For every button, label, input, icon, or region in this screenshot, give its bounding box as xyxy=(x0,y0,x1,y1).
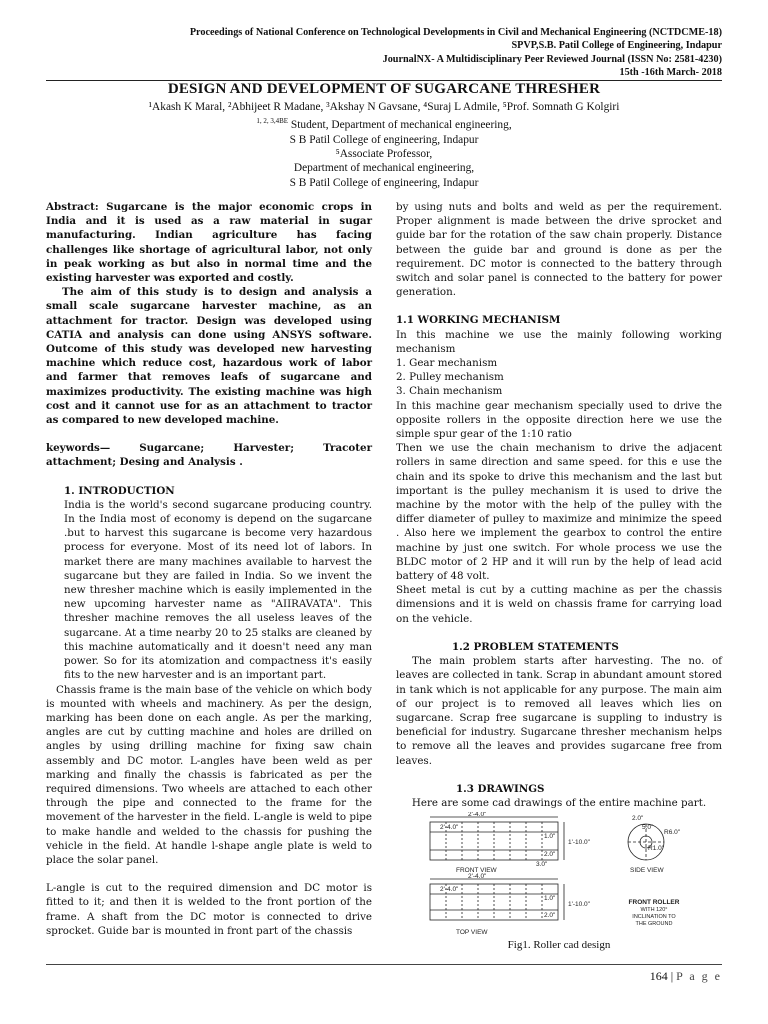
working-mechanism-heading: 1.1 WORKING MECHANISM xyxy=(396,314,561,327)
front-roller-label-3: INCLINATION TO xyxy=(632,914,676,921)
affiliation-line-4: Department of mechanical engineering, xyxy=(293,162,475,175)
figure-caption: Fig1. Roller cad design xyxy=(507,939,611,952)
side-dim-a: 2.0" xyxy=(632,815,644,823)
conference-header xyxy=(22,26,722,79)
header-line-1: Proceedings of National Conference on Technological Developments in Civil and Mechanical Engineering (NCTDCME-18) xyxy=(189,27,722,38)
paper-title: DESIGN AND DEVELOPMENT OF SUGARCANE THRESHER xyxy=(167,81,601,97)
side-dim-c: R6.0" xyxy=(664,829,681,837)
left-column xyxy=(46,200,372,938)
dim-inner-label: 2'-4.0" xyxy=(440,824,459,832)
footer-rule xyxy=(46,964,722,965)
keyword-2: Harvester; xyxy=(233,442,295,455)
cad-drawing xyxy=(396,812,722,938)
right-column xyxy=(396,200,722,952)
drawings-heading: 1.3 DRAWINGS xyxy=(456,782,545,795)
page-number: 164 xyxy=(649,969,668,983)
keyword-3: Tracoter xyxy=(323,442,372,455)
affiliation-line-3: ⁵Associate Professor, xyxy=(335,148,433,161)
top-dim-1-label: 1.0" xyxy=(544,895,556,903)
problem-statements-heading: 1.2 PROBLEM STATEMENTS xyxy=(452,640,619,653)
affiliation-text-1: Student, Department of mechanical engineering, xyxy=(290,119,512,132)
dim-top-label: 2'-4.0" xyxy=(468,812,487,819)
top-dim-3-label: 2.0" xyxy=(544,912,556,920)
front-roller-label-2: WITH 120° xyxy=(640,907,668,914)
dim-3-label: 2.0" xyxy=(544,851,556,859)
dim-1-label: 1.0" xyxy=(544,833,556,841)
abstract-paragraph: Abstract: Sugarcane is the major economic crops in India and it is used as a raw material in sugar manufacturing. Indian agriculture has facing challenges like shortage of agricultural labor, not only in peak working as but also in normal time and the existing harvester was exported and costly. xyxy=(46,201,372,285)
keyword-1: Sugarcane; xyxy=(139,442,205,455)
header-line-2: SPVP,S.B. Patil College of Engineering, Indapur xyxy=(511,40,722,52)
gear-paragraph: In this machine gear mechanism specially used to drive the opposite rollers in the opposite direction here we use the simple spur gear of the 1:10 ratio xyxy=(396,399,722,441)
working-mechanism-intro: In this machine we use the mainly following working mechanism xyxy=(396,328,722,355)
mechanism-item-pulley: 2. Pulley mechanism xyxy=(396,371,504,384)
author-names: ¹Akash K Maral, ²Abhijeet R Madane, ³Akshay N Gavsane, ⁴Suraj L Admile, ⁵Prof. Somnath G Kolgiri xyxy=(148,101,620,113)
chain-paragraph: Then we use the chain mechanism to drive the adjacent rollers in same direction and same speed. for this e use the chain and its spoke to drive this mechanism and the last but important is the pulley mechanism it is used to drive the machine by the motor with the help of the pulley with the differ diameter of pulley to maximize and minimize the speed . Also here we implement the gearbox to control the entire machine by just one switch. For whole process we use the BLDC motor of 2 HP and it will run by the help of lead acid battery of 48 volt. xyxy=(396,442,722,583)
dim-4-label: 3.0" xyxy=(536,861,548,869)
affiliation-line-1 xyxy=(0,114,768,132)
dim-2-label: 1'-10.0" xyxy=(568,839,590,847)
mechanism-item-chain: 3. Chain mechanism xyxy=(396,385,503,398)
affiliation-superscript: 1, 2, 3,4BE xyxy=(256,117,289,126)
affiliation-line-2: S B Patil College of engineering, Indapur xyxy=(289,133,479,146)
sheet-metal-paragraph: Sheet metal is cut by a cutting machine as per the chassis dimensions and it is weld on chassis frame for carrying load on the vehicle. xyxy=(396,584,722,625)
top-inner-dim-label: 2'-4.0" xyxy=(440,886,459,894)
header-line-4: 15th -16th March- 2018 xyxy=(619,66,722,78)
introduction-heading: 1. INTRODUCTION xyxy=(64,484,175,497)
continued-paragraph: by using nuts and bolts and weld as per the requirement. Proper alignment is made between the drive sprocket and guide bar for the rotation of the saw chain properly. Distance between the guide bar and ground is done as per the requirement. DC motor is connected to the battery through switch and solar panel is connected to the battery for power generation. xyxy=(396,201,722,299)
page-label: P a g e xyxy=(676,969,722,983)
mechanism-item-gear: 1. Gear mechanism xyxy=(396,357,498,370)
chassis-paragraph: Chassis frame is the main base of the vehicle on which body is mounted with wheels and machinery. As per the design, marking has been done on each angle. As per the marking, angles are cut by cutting machine and holes are drilled on angles by using drilling machine for fixing saw chain assembly and DC motor. L-angles have been weld as per marking and finally the chassis is fabricated as per the required dimensions. Two wheels are attached to each other through the pipe and connected to the frame for the movement of the harvester in the field. L-angle is weld to pipe to make handle and welded to the chassis for pushing the vehicle in the field. At handle l-shape angle plate is weld to place the solar panel. xyxy=(46,683,372,866)
top-dim-label: 2'-4.0" xyxy=(468,873,487,881)
front-roller-label-4: THE GROUND xyxy=(635,921,673,928)
keyword-label: keywords— xyxy=(46,442,111,455)
side-dim-b: 5.0" xyxy=(642,824,654,832)
side-dim-d: R1.0" xyxy=(648,845,665,853)
page-separator: | xyxy=(670,969,674,983)
top-view-label: TOP VIEW xyxy=(456,929,488,937)
author-block xyxy=(0,100,768,190)
roller-cad-figure xyxy=(396,812,722,938)
drawings-intro: Here are some cad drawings of the entire machine part. xyxy=(411,796,707,809)
keywords-line-2: attachment; Desing and Analysis . xyxy=(46,456,243,469)
introduction-paragraph: India is the world's second sugarcane producing country. In the India most of economy is depend on the sugarcane .but to harvest this sugarcane is become very hazardous process for everyone. Most of its need lot of labors. In market there are many machines available to harvest the sugarcane but they are failed in India. So we invent the new thresher machine which is easily implemented in the new upcoming harvester name as "AIIRAVATA". This thresher machine removes the all useless leaves of the sugarcane. At a time nearby 20 to 25 stalks are cleaned by this machine automatically and it doesn't need any man power. So for its atomization and compactness it's easily fits to the new harvester and is an important part. xyxy=(64,498,372,682)
front-roller-label-1: FRONT ROLLER xyxy=(628,899,680,907)
page-footer xyxy=(650,969,722,984)
side-view-label: SIDE VIEW xyxy=(630,867,664,875)
top-dim-2-label: 1'-10.0" xyxy=(568,901,590,909)
affiliation-line-5: S B Patil College of engineering, Indapur xyxy=(289,176,479,189)
problem-statements-paragraph: The main problem starts after harvesting. The no. of leaves are collected in tank. Scrap in abundant amount stored in tank which is not applicable for any purpose. The main aim of our project is to removed all leaves which lies on sugarcane. Scrap free sugarcane is suppling to industry is beneficial for industry. Sugarcane thresher mechanism helps to remove all the leaves and provides sugarcane free from leaves. xyxy=(396,655,722,767)
aim-paragraph: The aim of this study is to design and analysis a small scale sugarcane harvester machine, as an attachment for tractor. Design was developed using CATIA and analysis can done using ANSYS software. Outcome of this study was developed new harvesting machine which reduce cost, hazardous work of labor and farmer that removes leafs of sugarcane and maximizes productivity. The existing machine was high cost and it cannot use for as an attachment to tractor as compared to new developed machine. xyxy=(46,286,372,427)
front-view-label: FRONT VIEW xyxy=(456,867,497,875)
langle-paragraph: L-angle is cut to the required dimension and DC motor is fitted to it; and then it is welded to the front portion of the frame. A shaft from the DC motor is connected to drive sprocket. Guide bar is mounted in front part of the chassis xyxy=(46,882,372,937)
keywords-line-1 xyxy=(46,441,372,455)
header-line-3: JournalNX- A Multidisciplinary Peer Reviewed Journal (ISSN No: 2581-4230) xyxy=(382,53,722,65)
